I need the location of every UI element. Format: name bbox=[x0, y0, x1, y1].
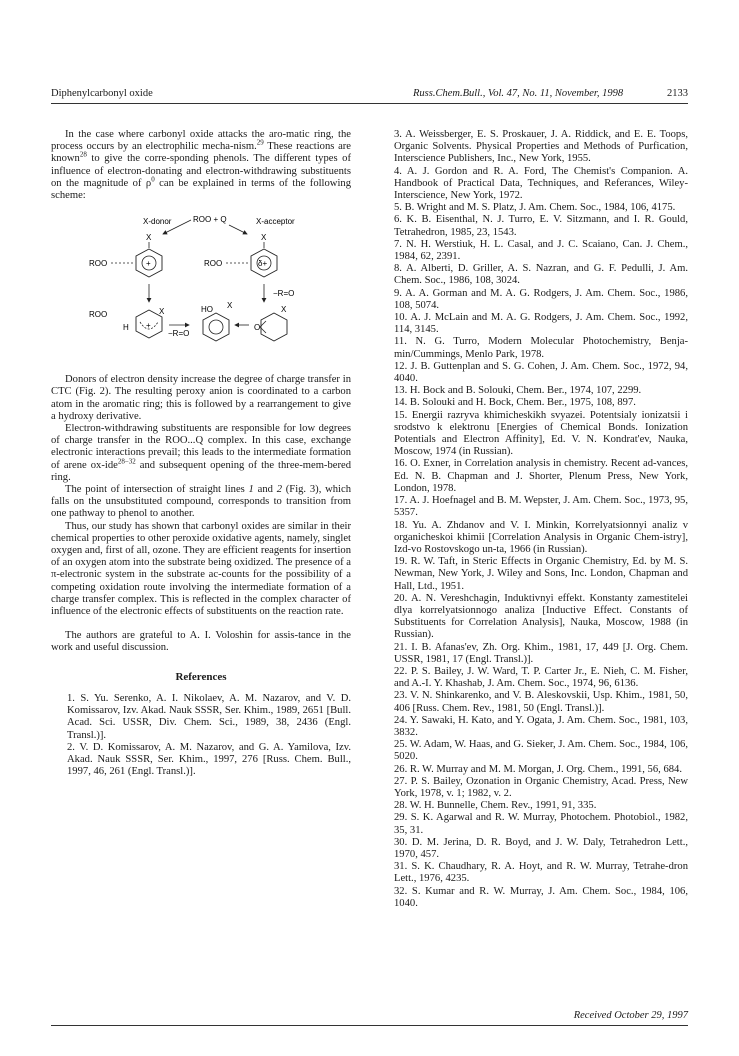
reference-item: 21. I. B. Afanas'ev, Zh. Org. Khim., 1981, 17, 449 [J. Org. Chem. USSR, 1981, 17 (Engl. Transl.)]. bbox=[394, 641, 688, 665]
reference-item: 12. J. B. Guttenplan and S. G. Cohen, J. Am. Chem. Soc., 1972, 94, 4040. bbox=[394, 360, 688, 385]
paragraph-intro: In the case where carbonyl oxide attacks the aro-matic ring, the process occurs by an electrophilic mecha-nism.$^{29}$ These reactions are known$^{28}$ to give the corre-sponding phenols. The different types of influence of electron-donating and electron-withdrawing substituents on the magnitude of $\rho^0$ can be explained in terms of the following scheme: bbox=[51, 129, 351, 202]
paragraph-conclusion: Thus, our study has shown that carbonyl oxides are similar in their chemical properties to other peroxide oxidative agents, namely, singlet oxygen and, first of all, ozone. They are efficient reagents for insertion of an oxygen atom into the substrate being oxidized. The presence of a π-electronic system in the substrate ac-counts for the possibility of a competing oxidation route involving the intermediate formation of a charge transfer complex. This is reflected in the complex character of influence of the electronic effects of substituents on the reaction rate. bbox=[51, 520, 351, 618]
svg-text:H: H bbox=[123, 323, 129, 333]
reference-item: 13. H. Bock and B. Solouki, Chem. Ber., 1974, 107, 2299. bbox=[394, 385, 642, 397]
reference-item: 5. B. Wright and M. S. Platz, J. Am. Chem. Soc., 1984, 106, 4175. bbox=[394, 202, 676, 214]
reference-item: 31. S. K. Chaudhary, R. A. Hoyt, and R. W. Murray, Tetrahe-dron Lett., 1976, 4235. bbox=[394, 861, 688, 885]
running-header bbox=[51, 88, 688, 102]
reaction-scheme bbox=[51, 212, 351, 362]
reference-item: 20. A. N. Vereshchagin, Induktivnyi effekt. Konstanty zamestitelei dlya korrelyatsionnogo analiza [Inductive Effect. Constants of Substituents for Correlation Analysis], Nauka, Moscow, 1988 (in Russian). bbox=[394, 592, 688, 641]
x-acceptor-label: X-acceptor bbox=[256, 217, 295, 227]
reference-item: 28. W. H. Bunnelle, Chem. Rev., 1991, 91, 335. bbox=[394, 800, 597, 812]
reference-item: 7. N. H. Werstiuk, H. L. Casal, and J. C. Scaiano, Can. J. Chem., 1984, 62, 2391. bbox=[394, 238, 688, 263]
left-column bbox=[51, 129, 351, 778]
svg-text:−R=O: −R=O bbox=[273, 289, 295, 299]
reference-item: 26. R. W. Murray and M. M. Morgan, J. Org. Chem., 1991, 56, 684. bbox=[394, 763, 682, 775]
svg-text:−R=O: −R=O bbox=[168, 329, 190, 339]
svg-text:X: X bbox=[281, 305, 287, 315]
paragraph-acknowledgment: The authors are grateful to A. I. Voloshin for assis-tance in the work and useful discussion. bbox=[51, 630, 351, 654]
reference-item: 27. P. S. Bailey, Ozonation in Organic Chemistry, Acad. Press, New York, 1978, v. 1; 1982, v. 2. bbox=[394, 775, 688, 799]
reference-item: 10. A. J. McLain and M. A. G. Rodgers, J. Am. Chem. Soc., 1992, 114, 3145. bbox=[394, 312, 688, 336]
reference-item: 18. Yu. A. Zhdanov and V. I. Minkin, Korrelyatsionnyi analiz v organicheskoi khimii [Correlation Analysis in Organic Chem-istry], Izd-vo Rostovskogo un-ta, 1966 (in Russian). bbox=[394, 519, 688, 555]
references-list bbox=[374, 129, 688, 910]
right-column bbox=[374, 129, 688, 910]
reference-item: 29. S. K. Agarwal and R. W. Murray, Photochem. Photobiol., 1982, 35, 31. bbox=[394, 812, 688, 836]
paragraph-donors: Donors of electron density increase the degree of charge transfer in CTC (Fig. 2). The resulting peroxy anion is coordinated to a carbon atom in the aromatic ring; this is followed by a rearrangement to give a hydroxy derivative. bbox=[51, 374, 351, 422]
header-rule bbox=[51, 103, 688, 104]
reference-item: 3. A. Weissberger, E. S. Proskauer, J. A. Riddick, and E. E. Toops, Organic Solvents. Physical Properties and Methods of Purfication, Interscience Publishers, Inc., New York, 1955. bbox=[394, 129, 688, 165]
svg-text:X: X bbox=[146, 233, 152, 243]
svg-text:δ+: δ+ bbox=[258, 259, 268, 269]
reference-item: 24. Y. Sawaki, H. Kato, and Y. Ogata, J. Am. Chem. Soc., 1981, 103, 3832. bbox=[394, 714, 688, 738]
reference-item: 16. O. Exner, in Correlation analysis in chemistry. Recent ad-vances, Ed. N. B. Chapman and J. Shorter, Plenum Press, New York, London, 1978. bbox=[394, 458, 688, 494]
references-heading: References bbox=[175, 670, 227, 683]
reference-item: 6. K. B. Eisenthal, N. J. Turro, E. V. Sitzmann, and I. R. Gould, Tetrahedron, 1985, 23, 1543. bbox=[394, 214, 688, 238]
header-journal: Russ.Chem.Bull., Vol. 47, No. 11, November, 1998 bbox=[413, 88, 624, 99]
reference-item: 9. A. A. Gorman and M. A. G. Rodgers, J. Am. Chem. Soc., 1986, 108, 5074. bbox=[394, 287, 688, 311]
reference-item: 4. A. J. Gordon and R. A. Ford, The Chemist's Companion. A. Handbook of Practical Data, Techniques, and Referances, Wiley-Interscience, New York, 1972. bbox=[394, 165, 688, 202]
reference-item: 22. P. S. Bailey, J. W. Ward, T. P. Carter Jr., E. Nieh, C. M. Fisher, and A.-I. Y. Khashab, J. Am. Chem. Soc., 1974, 96, 6136. bbox=[394, 665, 688, 690]
svg-text:X: X bbox=[159, 307, 165, 317]
roo-q-label: ROO + Q bbox=[193, 215, 227, 225]
reference-item: 2. V. D. Komissarov, A. M. Nazarov, and G. A. Yamilova, Izv. Akad. Nauk SSSR, Ser. Khim., 1997, 276 [Russ. Chem. Bull., 1997, 46, 261 (Engl. Transl.)]. bbox=[67, 741, 351, 778]
reference-item: 19. R. W. Taft, in Steric Effects in Organic Chemistry, Ed. by M. S. Newman, New York, J. Wiley and Sons, Inc. London, Chapman and Hall, Ltd., 1951. bbox=[394, 556, 688, 592]
svg-text:+: + bbox=[146, 321, 151, 331]
reference-item: 14. B. Solouki and H. Bock, Chem. Ber., 1975, 108, 897. bbox=[394, 397, 636, 409]
reference-item: 1. S. Yu. Serenko, A. I. Nikolaev, A. M. Nazarov, and V. D. Komissarov, Izv. Akad. Nauk SSSR, Ser. Khim., 1989, 2651 [Bull. Acad. Sci. USSR, Div. Chem. Sci., 1989, 38, 2436 (Engl. Transl.)]. bbox=[67, 692, 351, 741]
svg-text:+: + bbox=[146, 259, 151, 269]
svg-text:ROO: ROO bbox=[89, 259, 108, 269]
paragraph-acceptors: Electron-withdrawing substituents are responsible for low degrees of charge transfer in the ROO...Q complex. In this case, exchange electronic interactions prevail; this leads to the intermediate formation of arene ox-ide$^{28-32}$ and subsequent opening of the three-mem-bered ring. bbox=[51, 423, 351, 483]
reference-item: 30. D. M. Jerina, D. R. Boyd, and J. W. Daly, Tetrahedron Lett., 1970, 457. bbox=[394, 836, 688, 860]
reference-item: 23. V. N. Shinkarenko, and V. B. Aleskovskii, Usp. Khim., 1981, 50, 406 [Russ. Chem. Rev., 1981, 50 (Engl. Transl.)]. bbox=[394, 690, 688, 714]
reference-item: 25. W. Adam, W. Haas, and G. Sieker, J. Am. Chem. Soc., 1984, 106, 5020. bbox=[394, 739, 688, 763]
svg-text:ROO: ROO bbox=[89, 310, 108, 320]
svg-text:X: X bbox=[227, 301, 233, 311]
svg-text:ROO: ROO bbox=[204, 259, 223, 269]
footer-rule bbox=[51, 1025, 688, 1026]
received-date: Received October 29, 1997 bbox=[573, 1010, 688, 1021]
reference-item: 32. S. Kumar and R. W. Murray, J. Am. Chem. Soc., 1984, 106, 1040. bbox=[394, 885, 688, 909]
reference-item: 11. N. G. Turro, Modern Molecular Photochemistry, Benja-min/Cummings, Menlo Park, 1978. bbox=[394, 336, 688, 360]
svg-text:O: O bbox=[254, 323, 261, 333]
reference-item: 17. A. J. Hoefnagel and B. M. Wepster, J. Am. Chem. Soc., 1973, 95, 5357. bbox=[394, 495, 688, 519]
header-title: Diphenylcarbonyl oxide bbox=[51, 88, 153, 99]
svg-text:HO: HO bbox=[201, 305, 213, 315]
svg-text:X: X bbox=[261, 233, 267, 243]
x-donor-label: X-donor bbox=[143, 217, 172, 227]
paragraph-intersection: The point of intersection of straight lines 1 and 2 (Fig. 3), which falls on the unsubstituted compound, corresponds to transition from one pathway to phenol to another. bbox=[51, 484, 352, 520]
reference-item: 15. Energii razryva khimicheskikh svyazei. Potentsialy ionizatsii i srodstvo k elektronu [Energies of Chemical Bonds. Ionization Potentials and Electron Affinity], Ed. V. N. Kondrat'ev, Nauka, Moscow, 1974 (in Russian). bbox=[394, 409, 688, 458]
reference-item: 8. A. Alberti, D. Griller, A. S. Nazran, and G. F. Pedulli, J. Am. Chem. Soc., 1986, 108, 3024. bbox=[394, 263, 688, 287]
header-page-number: 2133 bbox=[667, 88, 688, 99]
